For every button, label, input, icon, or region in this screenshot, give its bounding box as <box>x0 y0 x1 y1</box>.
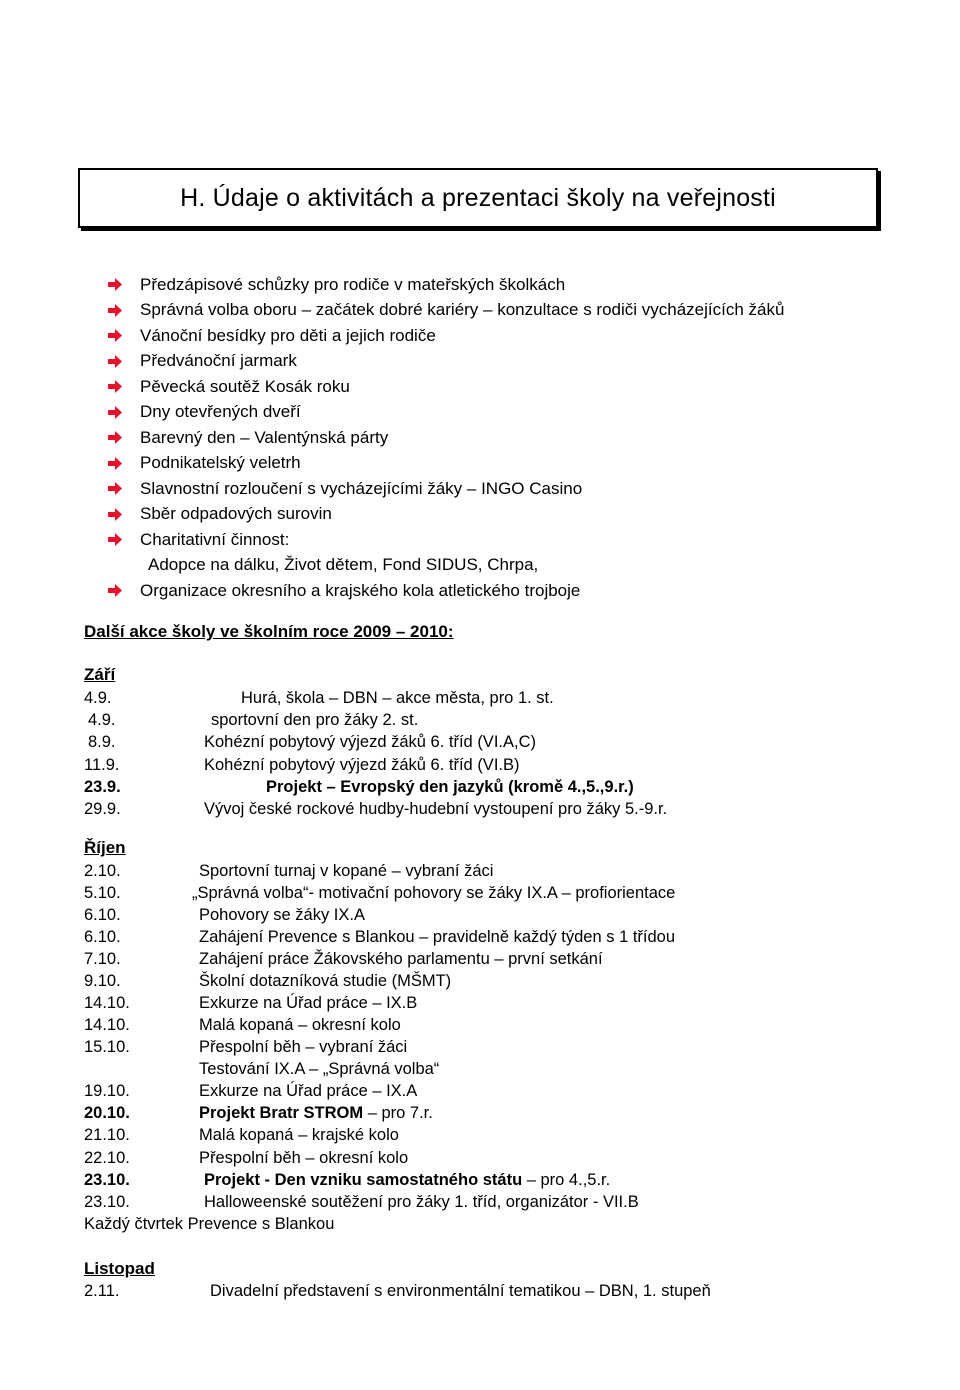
section-heading: Další akce školy ve školním roce 2009 – 2010: <box>84 622 454 641</box>
list-item: Sběr odpadových surovin <box>108 502 784 528</box>
list-item: Předzápisové schůzky pro rodiče v mateřských školkách <box>108 272 784 298</box>
arrow-bullet-icon <box>108 278 122 291</box>
list-item: Adopce na dálku, Život dětem, Fond SIDUS, Chrpa, <box>148 555 539 575</box>
list-item: Podnikatelský veletrh <box>108 451 784 477</box>
list-item: Správná volba oboru – začátek dobré kariéry – konzultace s rodiči vycházejících žáků <box>108 298 784 324</box>
rijen-footer: Každý čtvrtek Prevence s Blankou <box>84 1215 335 1233</box>
month-heading-rijen: Říjen <box>84 838 126 857</box>
month-heading-listopad: Listopad <box>84 1259 155 1278</box>
arrow-bullet-icon <box>108 584 122 597</box>
list-item: Charitativní činnost: <box>108 527 784 553</box>
page-title: H. Údaje o aktivitách a prezentaci školy na veřejnosti <box>180 183 776 212</box>
arrow-bullet-icon <box>108 406 122 419</box>
list-item: Pěvecká soutěž Kosák roku <box>108 374 784 400</box>
list-item: Barevný den – Valentýnská párty <box>108 425 784 451</box>
list-item: Předvánoční jarmark <box>108 349 784 375</box>
list-item: Organizace okresního a krajského kola atletického trojboje <box>108 578 784 604</box>
arrow-bullet-icon <box>108 457 122 470</box>
list-item: Dny otevřených dveří <box>108 400 784 426</box>
arrow-bullet-icon <box>108 482 122 495</box>
arrow-bullet-icon <box>108 431 122 444</box>
arrow-bullet-icon <box>108 329 122 342</box>
arrow-bullet-icon <box>108 380 122 393</box>
arrow-bullet-icon <box>108 355 122 368</box>
title-box <box>78 168 878 228</box>
arrow-bullet-icon <box>108 508 122 521</box>
month-heading-zari: Září <box>84 665 116 684</box>
arrow-bullet-icon <box>108 533 122 546</box>
list-item: Slavnostní rozloučení s vycházejícími žáky – INGO Casino <box>108 476 784 502</box>
arrow-bullet-icon <box>108 304 122 317</box>
list-item: Vánoční besídky pro děti a jejich rodiče <box>108 323 784 349</box>
activity-list <box>108 272 784 604</box>
